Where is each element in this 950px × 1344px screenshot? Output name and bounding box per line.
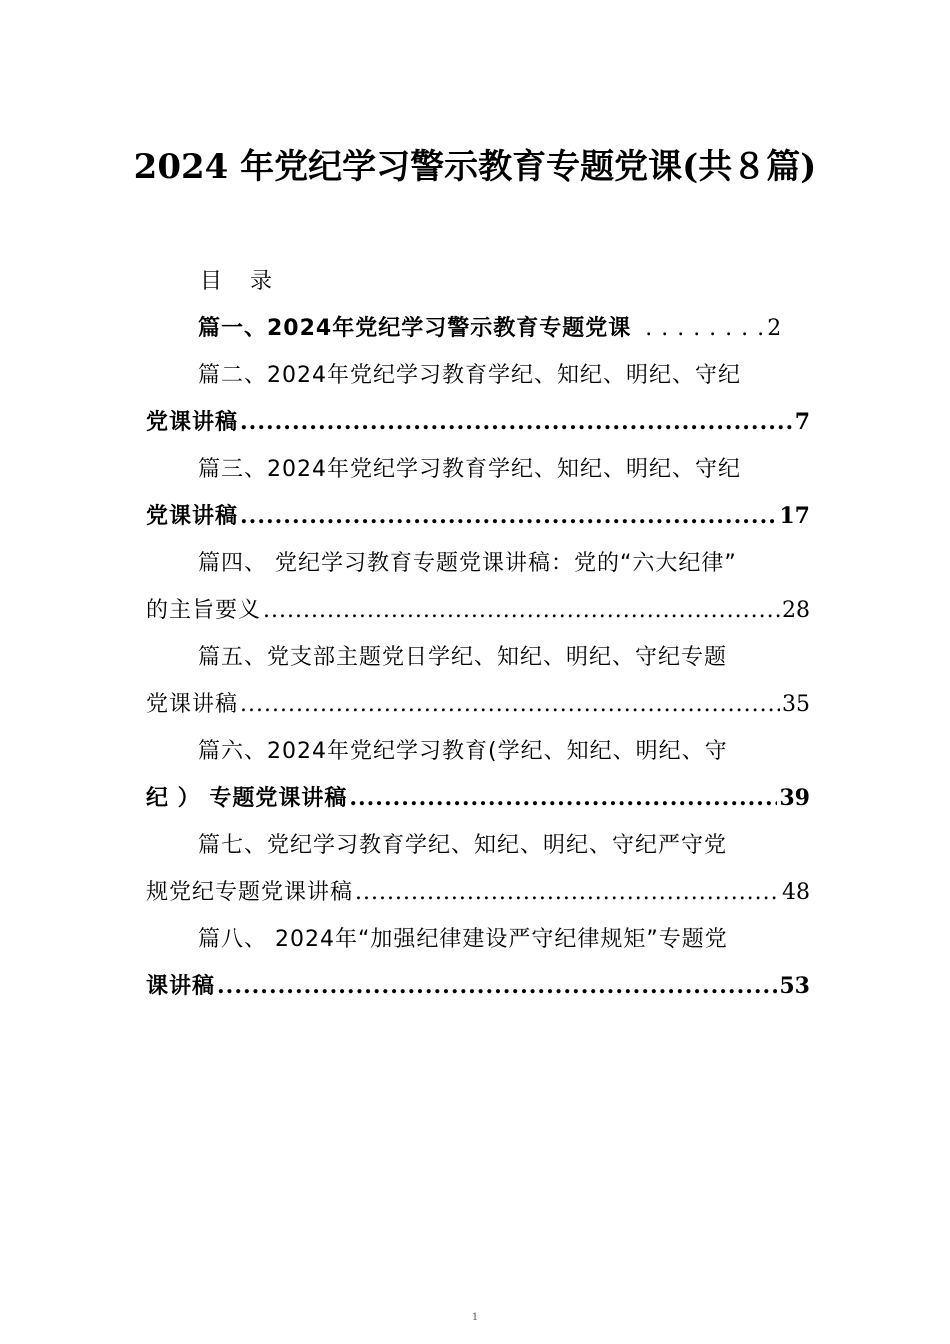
toc-page-number: 7 — [794, 409, 810, 435]
toc-entry-title: 篇八、 2024年“加强纪律建设严守纪律规矩”专题党 — [198, 927, 728, 952]
toc-page-number: 53 — [779, 973, 810, 999]
toc-leader-dots — [263, 587, 780, 634]
toc-entry-line — [146, 446, 810, 493]
toc-entry-title: 篇七、党纪学习教育学纪、知纪、明纪、守纪严守党 — [198, 833, 728, 858]
toc-leader-dots — [217, 963, 777, 1010]
toc-entry-title: 篇二、2024年党纪学习教育学纪、知纪、明纪、守纪 — [198, 363, 741, 388]
toc-entry-3[interactable] — [146, 446, 810, 540]
toc-leader-dots — [240, 399, 793, 446]
toc-leader-dots — [240, 681, 780, 728]
toc-entry-line — [146, 822, 810, 869]
toc-heading: 目录 — [200, 269, 301, 294]
toc-entry-line — [146, 963, 810, 1010]
toc-leader-dots — [349, 775, 777, 822]
toc-entry-line — [146, 587, 810, 634]
toc-entry-line — [146, 399, 810, 446]
toc-entry-1[interactable] — [146, 305, 810, 352]
toc-entry-line — [146, 493, 810, 540]
toc-entry-line — [146, 775, 810, 822]
toc-entry-line — [146, 681, 810, 728]
toc-entry-title-continued: 的主旨要义 — [146, 598, 262, 623]
toc-entry-title-continued: 规党纪专题党课讲稿 — [146, 880, 354, 905]
toc-leader-dots — [355, 869, 780, 916]
toc-entry-title-continued: 课讲稿 — [146, 974, 216, 999]
toc-leader-dots — [240, 493, 777, 540]
toc-entry-title: 篇一、2024年党纪学习警示教育专题党课 — [198, 316, 632, 341]
toc-page-number: 35 — [782, 692, 810, 717]
toc-entry-line — [146, 869, 810, 916]
toc-page-number: 39 — [779, 785, 810, 811]
toc-page-number: 17 — [779, 503, 810, 529]
toc-entry-7[interactable] — [146, 822, 810, 916]
toc-page-number: 48 — [782, 880, 810, 905]
toc-entry-title-continued: 党课讲稿 — [146, 504, 239, 529]
toc-entry-title-continued: 纪 ） 专题党课讲稿 — [146, 786, 348, 811]
toc-entry-6[interactable] — [146, 728, 810, 822]
toc-entry-title: 篇三、2024年党纪学习教育学纪、知纪、明纪、守纪 — [198, 457, 741, 482]
toc-entry-8[interactable] — [146, 916, 810, 1010]
toc-entry-title: 篇六、2024年党纪学习教育(学纪、知纪、明纪、守 — [198, 739, 728, 764]
toc-entry-2[interactable] — [146, 352, 810, 446]
toc-entry-line — [146, 728, 810, 775]
toc-page-number: 28 — [782, 598, 810, 623]
toc-entry-4[interactable] — [146, 540, 810, 634]
page-number-footer: 1 — [471, 1312, 479, 1323]
toc-page-number: 2 — [767, 316, 782, 341]
toc-entry-title-continued: 党课讲稿 — [146, 692, 239, 717]
document-title: 2024 年党纪学习警示教育专题党课(共８篇) — [133, 147, 817, 187]
toc-entry-title: 篇五、党支部主题党日学纪、知纪、明纪、守纪专题 — [198, 645, 728, 670]
toc-entry-line — [146, 916, 810, 963]
toc-entry-5[interactable] — [146, 634, 810, 728]
toc-entry-line — [146, 540, 810, 587]
toc-entry-title: 篇四、 党纪学习教育专题党课讲稿：党的“六大纪律” — [198, 551, 737, 576]
toc-entry-line — [146, 352, 810, 399]
toc-entry-line — [146, 305, 810, 352]
toc-entry-title-continued: 党课讲稿 — [146, 410, 239, 435]
table-of-contents — [146, 305, 810, 1010]
toc-leader-dots — [645, 305, 765, 352]
toc-entry-line — [146, 634, 810, 681]
